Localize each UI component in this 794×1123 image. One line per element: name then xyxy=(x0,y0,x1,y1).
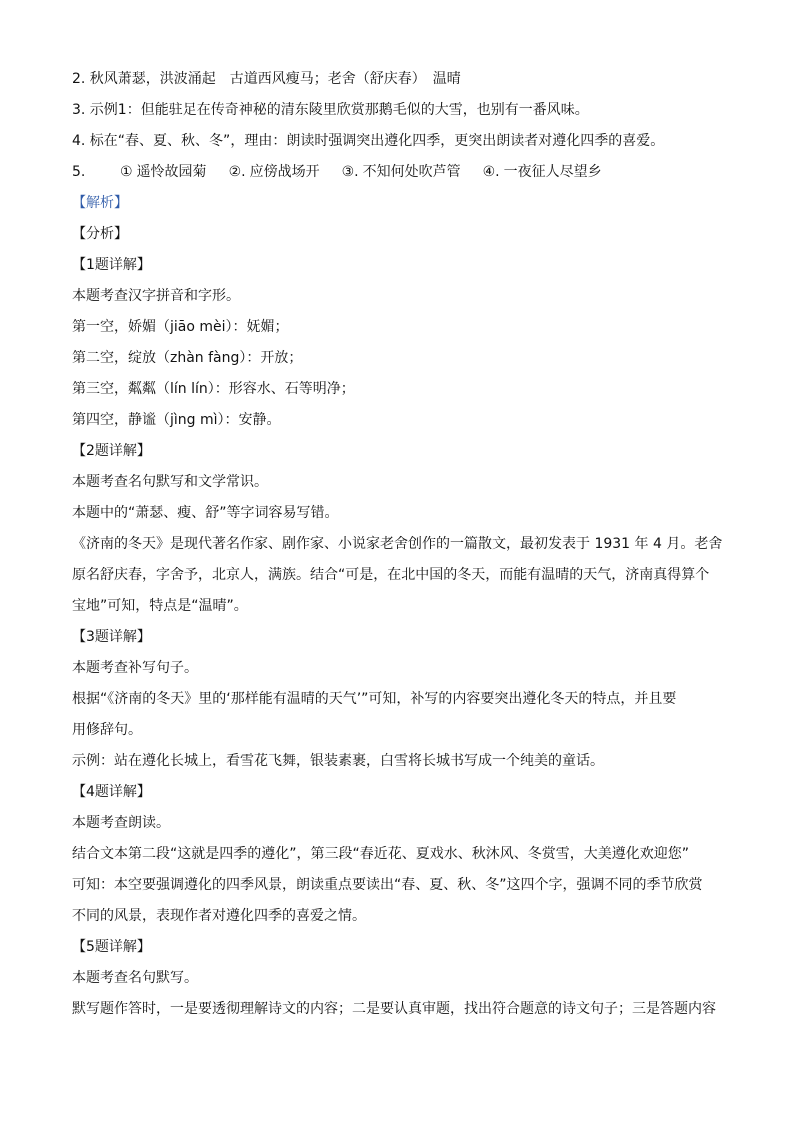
q5-line: 默写题作答时，一是要透彻理解诗文的内容；二是要认真审题，找出符合题意的诗文句子；三是答题内容 xyxy=(72,1001,716,1017)
answer-5-marker: ②. xyxy=(228,164,246,180)
q4-line: 不同的风景，表现作者对遵化四季的喜爱之情。 xyxy=(72,908,366,924)
q2-line: 《济南的冬天》是现代著名作家、剧作家、小说家老舍创作的一篇散文，最初发表于 1931 年 4 月。老舍 xyxy=(72,536,722,552)
answer-5-item xyxy=(342,157,461,188)
answer-5-text: 应傍战场开 xyxy=(249,164,320,180)
q3-line: 根据“《济南的冬天》里的‘那样能有温晴的天气’”可知，补写的内容要突出遵化冬天的特点，并且要 xyxy=(72,691,677,707)
answer-2: 2. 秋风萧瑟，洪波涌起 古道西风瘦马；老舍（舒庆春） 温晴 xyxy=(72,71,461,87)
q2-line: 宝地”可知，特点是“温晴”。 xyxy=(72,598,248,614)
q5-heading: 【5题详解】 xyxy=(72,939,151,955)
fenxi-heading: 【分析】 xyxy=(72,226,128,242)
q4-line: 结合文本第二段“这就是四季的遵化”，第三段“春近花、夏戏水、秋沐风、冬赏雪，大美遵化欢迎您” xyxy=(72,846,690,862)
answer-5-marker: ④. xyxy=(482,164,500,180)
q4-line: 本题考查朗读。 xyxy=(72,815,170,831)
q2-line: 本题中的“萧瑟、瘦、舒”等字词容易写错。 xyxy=(72,505,339,521)
q3-heading: 【3题详解】 xyxy=(72,629,151,645)
answer-5-marker: ① xyxy=(120,164,133,180)
q2-line: 本题考查名句默写和文学常识。 xyxy=(72,474,268,490)
answer-5-text: 遥怜故园菊 xyxy=(136,164,207,180)
q1-line: 第三空，粼粼（lín lín）：形容水、石等明净； xyxy=(72,381,355,397)
answer-5-item xyxy=(229,157,320,188)
q3-line: 本题考查补写句子。 xyxy=(72,660,198,676)
q4-heading: 【4题详解】 xyxy=(72,784,151,800)
q3-line: 示例：站在遵化长城上，看雪花飞舞，银装素裹，白雪将长城书写成一个纯美的童话。 xyxy=(72,753,604,769)
q1-line: 第一空，娇媚（jiāo mèi）：妩媚； xyxy=(72,319,289,335)
q2-line: 原名舒庆春，字舍予，北京人，满族。结合“可是，在北中国的冬天，而能有温晴的天气，济南真得算个 xyxy=(72,567,710,583)
answer-5-item xyxy=(120,157,207,188)
q1-heading: 【1题详解】 xyxy=(72,257,151,273)
q1-line: 第二空，绽放（zhàn fàng）：开放； xyxy=(72,350,303,366)
answer-5-item xyxy=(483,157,602,188)
q2-heading: 【2题详解】 xyxy=(72,443,151,459)
answer-5-text: 不知何处吹芦管 xyxy=(362,164,461,180)
answer-4: 4. 标在“春、夏、秋、冬”，理由：朗读时强调突出遵化四季，更突出朗读者对遵化四季的喜爱。 xyxy=(72,133,665,149)
q3-line: 用修辞句。 xyxy=(72,722,142,738)
q1-line: 本题考查汉字拼音和字形。 xyxy=(72,288,240,304)
q4-line: 可知：本空要强调遵化的四季风景，朗读重点要读出“春、夏、秋、冬”这四个字，强调不同的季节欣赏 xyxy=(72,877,703,893)
answer-5-text: 一夜征人尽望乡 xyxy=(503,164,602,180)
jiexi-heading: 【解析】 xyxy=(72,195,128,211)
answer-5 xyxy=(72,157,722,188)
q5-line: 本题考查名句默写。 xyxy=(72,970,198,986)
answer-5-marker: ③. xyxy=(341,164,359,180)
answer-3: 3. 示例1：但能驻足在传奇神秘的清东陵里欣赏那鹅毛似的大雪，也别有一番风味。 xyxy=(72,102,589,118)
answer-5-number: 5. xyxy=(72,164,86,180)
document-page xyxy=(72,64,722,1025)
q1-line: 第四空，静谧（jìng mì）：安静。 xyxy=(72,412,281,428)
